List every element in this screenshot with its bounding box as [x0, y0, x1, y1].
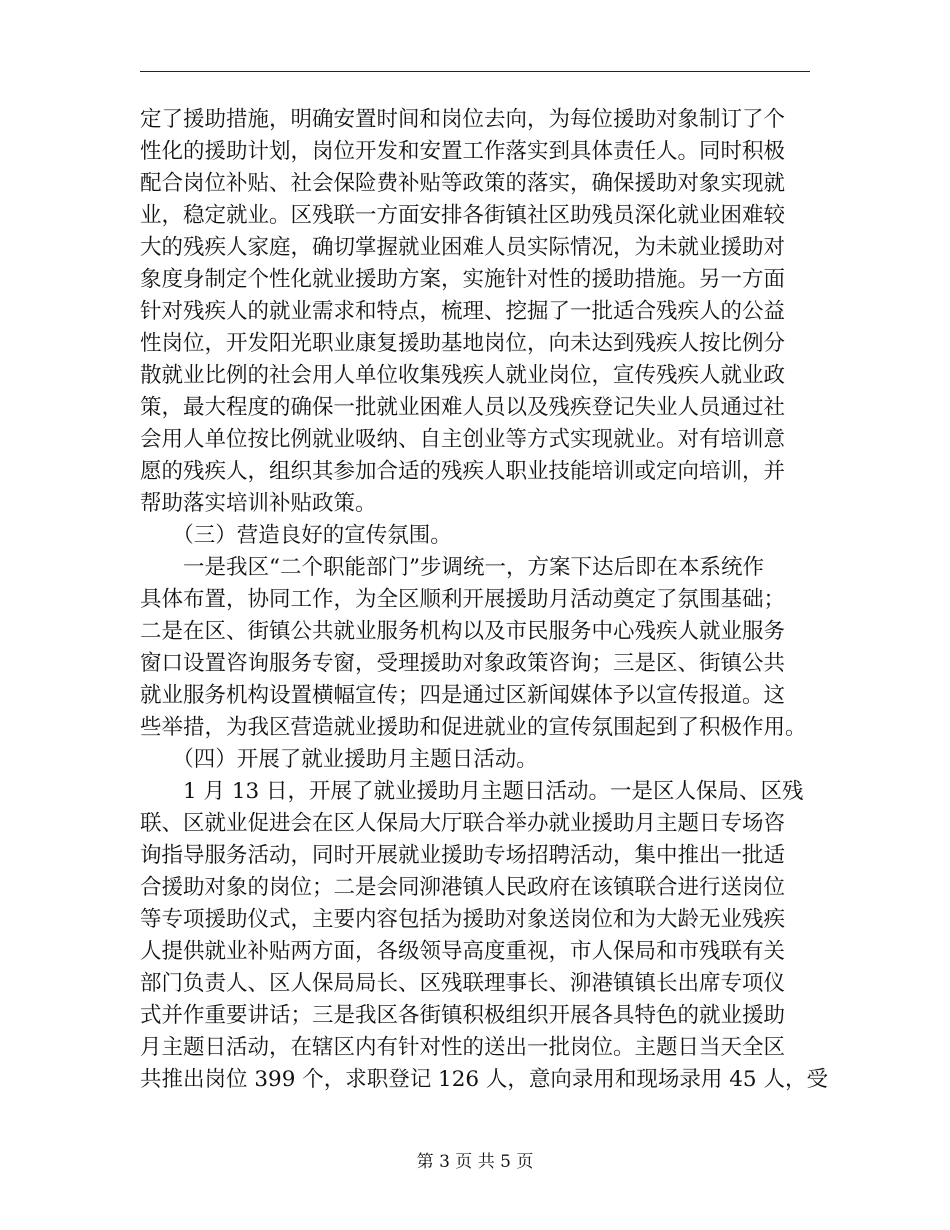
text-line: 部门负责人、区人保局局长、区残联理事长、泖港镇镇长出席专项仪 — [140, 971, 786, 996]
text-line: 式并作重要讲话；三是我区各街镇积极组织开展各具特色的就业援助 — [140, 1003, 786, 1028]
text-line: 大的残疾人家庭，确切掌握就业困难人员实际情况，为未就业援助对 — [140, 235, 786, 260]
text-line: 具体布置，协同工作，为全区顺利开展援助月活动奠定了氛围基础； — [140, 587, 786, 612]
text-line: （三）营造良好的宣传氛围。 — [140, 523, 452, 548]
page-number: 第 3 页 共 5 页 — [416, 1152, 534, 1172]
text-line: 定了援助措施，明确安置时间和岗位去向，为每位援助对象制订了个 — [140, 107, 786, 132]
text-line: 等专项援助仪式，主要内容包括为援助对象送岗位和为大龄无业残疾 — [140, 907, 786, 932]
text-line: 联、区就业促进会在区人保局大厅联合举办就业援助月主题日专场咨 — [140, 811, 786, 836]
text-line: 性化的援助计划，岗位开发和安置工作落实到具体责任人。同时积极 — [140, 139, 786, 164]
text-line: 二是在区、街镇公共就业服务机构以及市民服务中心残疾人就业服务 — [140, 619, 786, 644]
text-line: 配合岗位补贴、社会保险费补贴等政策的落实，确保援助对象实现就 — [140, 171, 786, 196]
text-line: 窗口设置咨询服务专窗，受理援助对象政策咨询；三是区、街镇公共 — [140, 651, 786, 676]
text-line: 共推出岗位 399 个，求职登记 126 人，意向录用和现场录用 45 人，受 — [140, 1067, 828, 1092]
text-line: 愿的残疾人，组织其参加合适的残疾人职业技能培训或定向培训，并 — [140, 459, 786, 484]
text-line: 针对残疾人的就业需求和特点，梳理、挖掘了一批适合残疾人的公益 — [140, 299, 786, 324]
text-line: 会用人单位按比例就业吸纳、自主创业等方式实现就业。对有培训意 — [140, 427, 786, 452]
text-line: 些举措，为我区营造就业援助和促进就业的宣传氛围起到了积极作用。 — [140, 715, 807, 740]
document-body — [140, 104, 828, 1096]
text-line: 业，稳定就业。区残联一方面安排各街镇社区助残员深化就业困难较 — [140, 203, 786, 228]
text-line: 帮助落实培训补贴政策。 — [140, 491, 377, 516]
text-line: 询指导服务活动，同时开展就业援助专场招聘活动，集中推出一批适 — [140, 843, 786, 868]
header-rule — [140, 71, 810, 72]
text-line: 象度身制定个性化就业援助方案，实施针对性的援助措施。另一方面 — [140, 267, 786, 292]
text-line: （四）开展了就业援助月主题日活动。 — [140, 747, 538, 772]
text-line: 合援助对象的岗位；二是会同泖港镇人民政府在该镇联合进行送岗位 — [140, 875, 786, 900]
text-line: 就业服务机构设置横幅宣传；四是通过区新闻媒体予以宣传报道。这 — [140, 683, 786, 708]
text-line: 散就业比例的社会用人单位收集残疾人就业岗位，宣传残疾人就业政 — [140, 363, 786, 388]
text-line: 性岗位，开发阳光职业康复援助基地岗位，向未达到残疾人按比例分 — [140, 331, 786, 356]
text-line: 一是我区“二个职能部门”步调统一，方案下达后即在本系统作 — [140, 555, 764, 580]
text-line: 人提供就业补贴两方面，各级领导高度重视，市人保局和市残联有关 — [140, 939, 786, 964]
text-line: 策，最大程度的确保一批就业困难人员以及残疾登记失业人员通过社 — [140, 395, 786, 420]
text-line: 1 月 13 日，开展了就业援助月主题日活动。一是区人保局、区残 — [140, 779, 804, 804]
text-line: 月主题日活动，在辖区内有针对性的送出一批岗位。主题日当天全区 — [140, 1035, 786, 1060]
